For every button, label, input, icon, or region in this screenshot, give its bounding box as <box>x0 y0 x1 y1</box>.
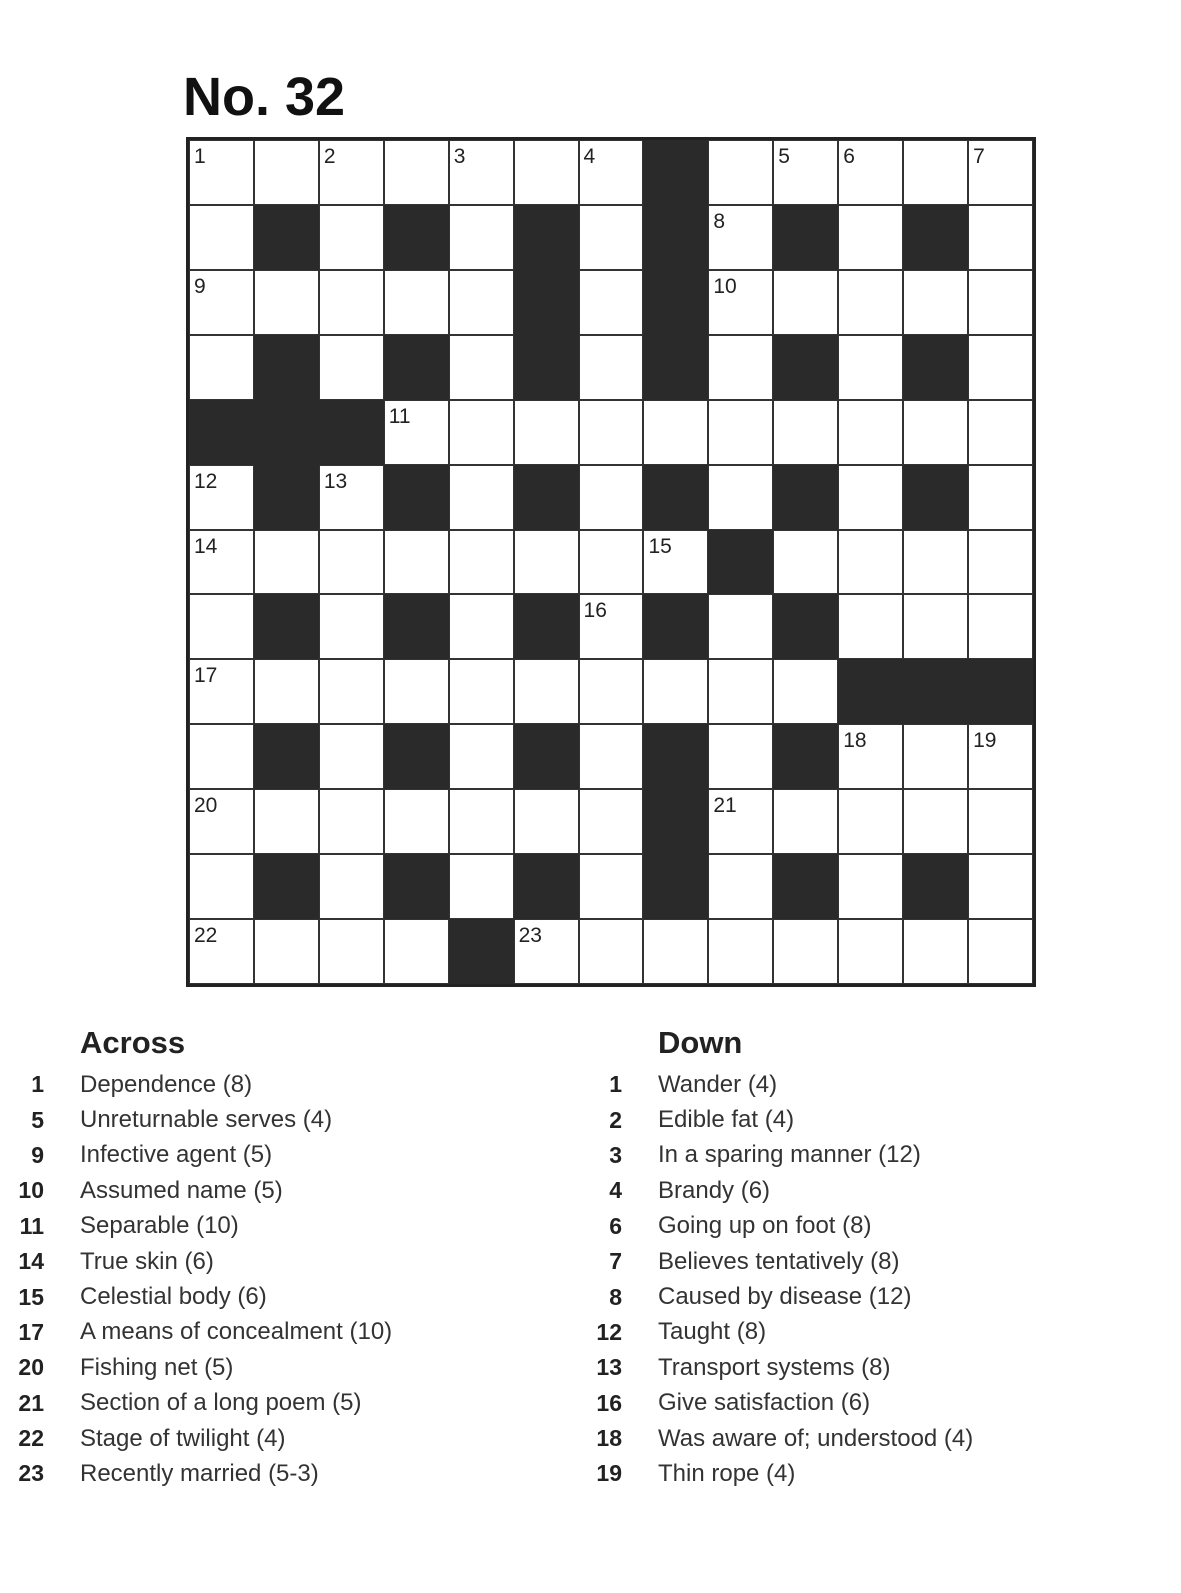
clue-text: Transport systems (8) <box>658 1353 891 1381</box>
clue-number: 13 <box>323 469 348 493</box>
grid-cell[interactable] <box>708 594 773 659</box>
grid-cell[interactable] <box>708 919 773 984</box>
clue-text: Separable (10) <box>80 1212 239 1240</box>
grid-block <box>254 400 319 465</box>
clue-text: Recently married (5-3) <box>80 1459 319 1487</box>
grid-block <box>643 335 708 400</box>
down-clue <box>580 1244 1140 1279</box>
clue-number: 3 <box>609 1141 622 1168</box>
grid-block <box>514 335 579 400</box>
grid-cell[interactable] <box>319 919 384 984</box>
grid-cell[interactable] <box>773 270 838 335</box>
grid-cell[interactable] <box>903 724 968 789</box>
clue-number: 12 <box>194 469 218 493</box>
grid-block <box>773 205 838 270</box>
clue-text: Unreturnable serves (4) <box>80 1106 333 1134</box>
down-clue <box>580 1067 1140 1102</box>
grid-cell[interactable] <box>903 594 968 659</box>
grid-cell[interactable] <box>838 400 903 465</box>
grid-cell[interactable] <box>838 270 903 335</box>
grid-cell[interactable] <box>773 400 838 465</box>
grid-cell[interactable] <box>968 270 1033 335</box>
grid-cell[interactable] <box>514 659 579 724</box>
grid-cell[interactable] <box>449 400 514 465</box>
down-clue <box>580 1421 1140 1456</box>
clue-text: Edible fat (4) <box>658 1106 795 1134</box>
grid-cell[interactable] <box>579 140 644 205</box>
clue-text: Stage of twilight (4) <box>80 1424 286 1452</box>
grid-cell[interactable] <box>579 465 644 530</box>
clue-number: 5 <box>31 1106 44 1133</box>
grid-block <box>643 789 708 854</box>
grid-cell[interactable] <box>579 205 644 270</box>
grid-cell[interactable] <box>384 789 449 854</box>
grid-block <box>643 724 708 789</box>
grid-cell[interactable] <box>968 465 1033 530</box>
grid-block <box>254 724 319 789</box>
grid-cell[interactable] <box>514 400 579 465</box>
clue-text: Section of a long poem (5) <box>80 1389 362 1417</box>
clue-number: 15 <box>18 1283 44 1310</box>
grid-cell[interactable] <box>189 789 254 854</box>
grid-cell[interactable] <box>319 335 384 400</box>
grid-cell[interactable] <box>968 594 1033 659</box>
grid-cell[interactable] <box>773 659 838 724</box>
grid-block <box>254 335 319 400</box>
grid-block <box>384 724 449 789</box>
grid-cell[interactable] <box>579 659 644 724</box>
grid-cell[interactable] <box>579 789 644 854</box>
grid-cell[interactable] <box>838 724 903 789</box>
across-clue <box>0 1456 560 1491</box>
grid-block <box>643 854 708 919</box>
clue-number: 2 <box>323 145 336 168</box>
grid-cell[interactable] <box>708 335 773 400</box>
clue-number: 11 <box>19 1212 44 1239</box>
grid-cell[interactable] <box>708 400 773 465</box>
grid-cell[interactable] <box>773 919 838 984</box>
grid-cell[interactable] <box>708 724 773 789</box>
clue-text: Brandy (6) <box>658 1176 771 1204</box>
across-clues <box>0 1025 560 1492</box>
grid-cell[interactable] <box>838 594 903 659</box>
grid-cell[interactable] <box>773 789 838 854</box>
grid-block <box>514 205 579 270</box>
grid-cell[interactable] <box>449 789 514 854</box>
grid-cell[interactable] <box>254 530 319 595</box>
across-clue <box>0 1138 560 1173</box>
grid-cell[interactable] <box>319 205 384 270</box>
clue-number: 15 <box>648 534 672 558</box>
clue-number: 14 <box>194 534 218 558</box>
grid-cell[interactable] <box>579 400 644 465</box>
clue-number: 10 <box>18 1177 44 1204</box>
grid-cell[interactable] <box>579 270 644 335</box>
grid-cell[interactable] <box>319 854 384 919</box>
grid-cell[interactable] <box>189 205 254 270</box>
down-clue <box>580 1456 1140 1491</box>
grid-cell[interactable] <box>319 530 384 595</box>
across-clue <box>0 1102 560 1137</box>
grid-cell[interactable] <box>189 270 254 335</box>
grid-block <box>643 465 708 530</box>
grid-cell[interactable] <box>254 270 319 335</box>
grid-block <box>643 270 708 335</box>
grid-block <box>319 400 384 465</box>
grid-cell[interactable] <box>838 854 903 919</box>
grid-cell[interactable] <box>903 270 968 335</box>
clue-text: Give satisfaction (6) <box>658 1389 871 1417</box>
grid-cell[interactable] <box>254 919 319 984</box>
clue-text: Wander (4) <box>658 1070 778 1098</box>
grid-block <box>643 594 708 659</box>
grid-cell[interactable] <box>449 335 514 400</box>
grid-cell[interactable] <box>903 530 968 595</box>
grid-block <box>903 854 968 919</box>
grid-block <box>903 205 968 270</box>
crossword-grid <box>186 137 1036 987</box>
clue-text: Caused by disease (12) <box>658 1283 912 1311</box>
grid-cell[interactable] <box>384 400 449 465</box>
grid-cell[interactable] <box>189 530 254 595</box>
grid-cell[interactable] <box>449 594 514 659</box>
grid-block <box>773 724 838 789</box>
grid-cell[interactable] <box>643 530 708 595</box>
down-clues <box>580 1025 1140 1492</box>
grid-cell[interactable] <box>514 530 579 595</box>
clue-number: 19 <box>596 1460 622 1487</box>
grid-cell[interactable] <box>903 400 968 465</box>
clue-number: 23 <box>518 924 542 948</box>
grid-block <box>254 465 319 530</box>
grid-block <box>189 400 254 465</box>
clue-number: 9 <box>31 1141 44 1168</box>
grid-cell[interactable] <box>449 530 514 595</box>
clue-number: 19 <box>973 729 997 753</box>
clue-number: 23 <box>18 1460 44 1487</box>
grid-cell[interactable] <box>449 724 514 789</box>
grid-block <box>903 465 968 530</box>
grid-cell[interactable] <box>903 919 968 984</box>
grid-cell[interactable] <box>708 140 773 205</box>
grid-cell[interactable] <box>384 919 449 984</box>
grid-cell[interactable] <box>579 594 644 659</box>
grid-block <box>773 465 838 530</box>
puzzle-title: No. 32 <box>183 67 346 127</box>
clue-number: 10 <box>713 274 737 298</box>
grid-cell[interactable] <box>579 919 644 984</box>
grid-block <box>384 335 449 400</box>
grid-cell[interactable] <box>449 205 514 270</box>
grid-cell[interactable] <box>838 789 903 854</box>
clue-text: Infective agent (5) <box>80 1141 273 1169</box>
clue-number: 6 <box>609 1212 622 1239</box>
grid-block <box>384 465 449 530</box>
down-clue <box>580 1102 1140 1137</box>
grid-block <box>514 270 579 335</box>
grid-cell[interactable] <box>968 854 1033 919</box>
clue-number: 7 <box>973 145 985 168</box>
grid-block <box>903 659 968 724</box>
grid-block <box>773 335 838 400</box>
grid-cell[interactable] <box>319 789 384 854</box>
grid-cell[interactable] <box>838 205 903 270</box>
grid-cell[interactable] <box>189 465 254 530</box>
down-clue-list <box>580 1067 1140 1492</box>
clue-number: 14 <box>18 1248 44 1275</box>
clue-number: 12 <box>596 1318 622 1345</box>
grid-block <box>903 335 968 400</box>
clue-number: 18 <box>596 1425 622 1452</box>
clue-number: 3 <box>453 145 466 168</box>
clue-text: Believes tentatively (8) <box>658 1247 900 1275</box>
across-clue <box>0 1244 560 1279</box>
grid-cell[interactable] <box>384 659 449 724</box>
grid-block <box>643 205 708 270</box>
across-clue-list <box>0 1067 560 1492</box>
clue-text: True skin (6) <box>80 1247 214 1275</box>
grid-cell[interactable] <box>319 659 384 724</box>
grid-cell[interactable] <box>708 465 773 530</box>
grid-cell[interactable] <box>189 919 254 984</box>
across-clue <box>0 1386 560 1421</box>
grid-block <box>514 594 579 659</box>
clue-text: Was aware of; understood (4) <box>658 1424 974 1452</box>
grid-block <box>254 205 319 270</box>
clue-text: In a sparing manner (12) <box>658 1141 921 1169</box>
clue-text: Thin rope (4) <box>658 1459 796 1487</box>
grid-cell[interactable] <box>319 465 384 530</box>
grid-cell[interactable] <box>579 724 644 789</box>
grid-cell[interactable] <box>384 140 449 205</box>
grid-cell[interactable] <box>968 919 1033 984</box>
clue-number: 1 <box>609 1071 622 1098</box>
across-clue <box>0 1173 560 1208</box>
grid-cell[interactable] <box>449 270 514 335</box>
clue-text: Celestial body (6) <box>80 1283 267 1311</box>
clue-number: 18 <box>843 729 867 753</box>
grid-cell[interactable] <box>708 854 773 919</box>
grid-cell[interactable] <box>773 530 838 595</box>
clue-number: 1 <box>31 1071 44 1098</box>
clue-number: 20 <box>18 1354 44 1381</box>
grid-cell[interactable] <box>968 530 1033 595</box>
grid-cell[interactable] <box>579 335 644 400</box>
clue-number: 22 <box>194 924 218 948</box>
clue-number: 6 <box>843 145 855 168</box>
grid-cell[interactable] <box>384 270 449 335</box>
down-clue <box>580 1386 1140 1421</box>
clue-number: 21 <box>18 1389 44 1416</box>
grid-cell[interactable] <box>189 854 254 919</box>
down-clue <box>580 1315 1140 1350</box>
grid-cell[interactable] <box>708 659 773 724</box>
across-clue <box>0 1421 560 1456</box>
grid-cell[interactable] <box>254 789 319 854</box>
down-clue <box>580 1350 1140 1385</box>
grid-cell[interactable] <box>449 659 514 724</box>
grid-cell[interactable] <box>708 270 773 335</box>
grid-block <box>384 205 449 270</box>
grid-block <box>384 854 449 919</box>
grid-cell[interactable] <box>903 789 968 854</box>
grid-block <box>384 594 449 659</box>
grid-block <box>514 854 579 919</box>
grid-block <box>449 919 514 984</box>
grid-block <box>708 530 773 595</box>
clue-text: Fishing net (5) <box>80 1353 234 1381</box>
grid-cell[interactable] <box>514 140 579 205</box>
grid-cell[interactable] <box>773 140 838 205</box>
grid-cell[interactable] <box>968 335 1033 400</box>
across-clue <box>0 1315 560 1350</box>
grid-cell[interactable] <box>254 140 319 205</box>
grid-block <box>773 854 838 919</box>
clue-number: 22 <box>18 1425 44 1452</box>
grid-block <box>773 594 838 659</box>
grid-cell[interactable] <box>968 205 1033 270</box>
grid-block <box>254 594 319 659</box>
clue-number: 21 <box>713 794 737 818</box>
grid-cell[interactable] <box>968 400 1033 465</box>
across-heading: Across <box>80 1025 186 1060</box>
grid-cell[interactable] <box>449 140 514 205</box>
grid-cell[interactable] <box>189 659 254 724</box>
grid-block <box>968 659 1033 724</box>
grid-cell[interactable] <box>449 854 514 919</box>
down-clue <box>580 1173 1140 1208</box>
grid-cell[interactable] <box>708 205 773 270</box>
clue-number: 20 <box>194 794 218 818</box>
grid-cell[interactable] <box>838 919 903 984</box>
clue-number: 17 <box>194 664 218 688</box>
grid-block <box>514 724 579 789</box>
grid-cell[interactable] <box>968 140 1033 205</box>
clue-number: 1 <box>194 145 206 168</box>
grid-cell[interactable] <box>514 919 579 984</box>
across-clue <box>0 1350 560 1385</box>
clue-number: 8 <box>609 1283 622 1310</box>
grid-cell[interactable] <box>838 335 903 400</box>
grid-cell[interactable] <box>643 919 708 984</box>
clue-number: 16 <box>583 599 607 623</box>
grid-cell[interactable] <box>968 724 1033 789</box>
grid-cell[interactable] <box>449 465 514 530</box>
across-clue <box>0 1279 560 1314</box>
clue-number: 9 <box>194 274 206 298</box>
down-clue <box>580 1279 1140 1314</box>
grid-cell[interactable] <box>319 594 384 659</box>
grid-block <box>254 854 319 919</box>
grid-cell[interactable] <box>189 594 254 659</box>
clue-text: Dependence (8) <box>80 1070 253 1098</box>
clue-number: 8 <box>713 209 726 233</box>
down-heading: Down <box>658 1025 743 1060</box>
grid-cell[interactable] <box>903 140 968 205</box>
grid-cell[interactable] <box>579 530 644 595</box>
clue-number: 7 <box>609 1248 622 1275</box>
clue-number: 4 <box>609 1177 622 1204</box>
grid-cell[interactable] <box>643 659 708 724</box>
clue-text: Going up on foot (8) <box>658 1212 872 1240</box>
clue-number: 4 <box>583 145 596 168</box>
clue-text: Assumed name (5) <box>80 1176 283 1204</box>
grid-block <box>514 465 579 530</box>
down-clue <box>580 1138 1140 1173</box>
grid-cell[interactable] <box>189 335 254 400</box>
clue-number: 17 <box>18 1318 44 1345</box>
grid-cell[interactable] <box>708 789 773 854</box>
grid-cell[interactable] <box>838 465 903 530</box>
grid-cell[interactable] <box>838 140 903 205</box>
grid-cell[interactable] <box>189 140 254 205</box>
grid-cell[interactable] <box>514 789 579 854</box>
down-clue <box>580 1209 1140 1244</box>
across-clue <box>0 1209 560 1244</box>
clue-number: 13 <box>596 1354 622 1381</box>
clue-text: Taught (8) <box>658 1318 767 1346</box>
grid-cell[interactable] <box>319 140 384 205</box>
grid-cell[interactable] <box>319 724 384 789</box>
grid-cell[interactable] <box>384 530 449 595</box>
clue-number: 16 <box>596 1389 622 1416</box>
clue-number: 2 <box>609 1106 622 1133</box>
clue-number: 5 <box>778 145 790 168</box>
grid-cell[interactable] <box>838 530 903 595</box>
grid-cell[interactable] <box>189 724 254 789</box>
grid-block <box>643 140 708 205</box>
grid-cell[interactable] <box>579 854 644 919</box>
clue-text: A means of concealment (10) <box>80 1318 393 1346</box>
clue-number: 11 <box>388 404 411 428</box>
grid-cell[interactable] <box>968 789 1033 854</box>
grid-cell[interactable] <box>254 659 319 724</box>
across-clue <box>0 1067 560 1102</box>
grid-block <box>838 659 903 724</box>
grid-cell[interactable] <box>319 270 384 335</box>
grid-cell[interactable] <box>643 400 708 465</box>
